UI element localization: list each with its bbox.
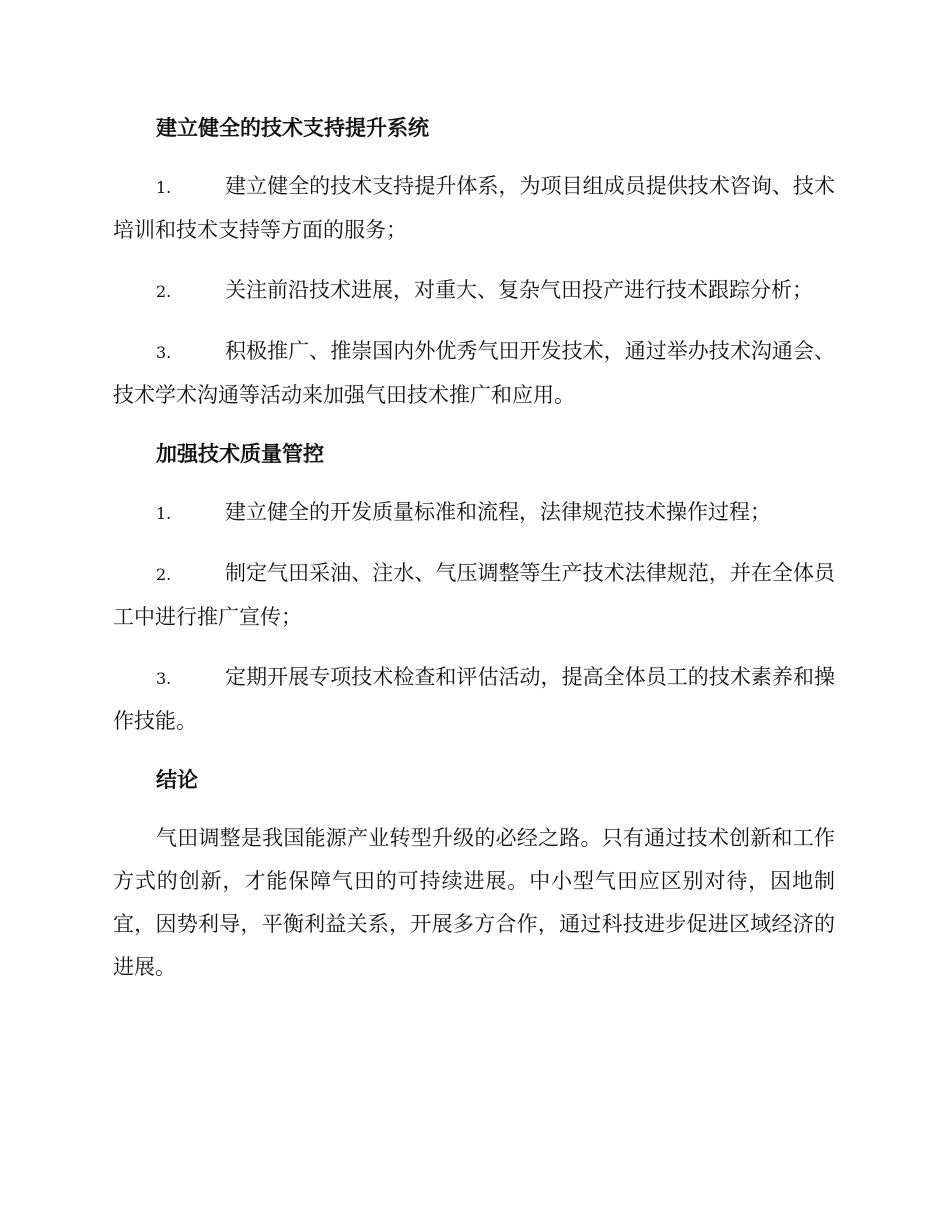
conclusion-paragraph: 气田调整是我国能源产业转型升级的必经之路。只有通过技术创新和工作方式的创新，才能保障气田的可持续进展。中小型气田应区别对待，因地制宜，因势利导，平衡利益关系，开展多方合作，通过科技进步促进区域经济的进展。	[113, 826, 835, 979]
list-item	[113, 269, 835, 313]
list-item-number: 1.	[156, 504, 172, 523]
list-item-text: 制定气田采油、注水、气压调整等生产技术法律规范，并在全体员工中进行推广宣传；	[113, 561, 835, 629]
list-item-text: 建立健全的技术支持提升体系，为项目组成员提供技术咨询、技术培训和技术支持等方面的服务；	[113, 174, 835, 242]
list-item-number: 1.	[156, 178, 172, 197]
list-item-number: 2.	[156, 565, 172, 584]
list-item-text: 积极推广、推崇国内外优秀气田开发技术，通过举办技术沟通会、技术学术沟通等活动来加强气田技术推广和应用。	[113, 339, 835, 407]
list-item-text: 定期开展专项技术检查和评估活动，提高全体员工的技术素养和操作技能。	[113, 665, 835, 733]
section-heading-quality-control: 加强技术质量管控	[156, 442, 324, 466]
document-page	[113, 108, 835, 989]
list-item-number: 2.	[156, 282, 172, 301]
section-heading-tech-support: 建立健全的技术支持提升系统	[156, 116, 429, 140]
list-item	[113, 165, 835, 252]
list-item	[113, 552, 835, 639]
list-item-text: 建立健全的开发质量标准和流程，法律规范技术操作过程；	[225, 500, 771, 524]
list-item-number: 3.	[156, 669, 172, 688]
section-heading-conclusion: 结论	[156, 768, 198, 792]
list-item-number: 3.	[156, 343, 172, 362]
list-item	[113, 656, 835, 743]
list-item-text: 关注前沿技术进展，对重大、复杂气田投产进行技术跟踪分析；	[225, 278, 813, 302]
list-item	[113, 491, 835, 535]
list-item	[113, 330, 835, 417]
